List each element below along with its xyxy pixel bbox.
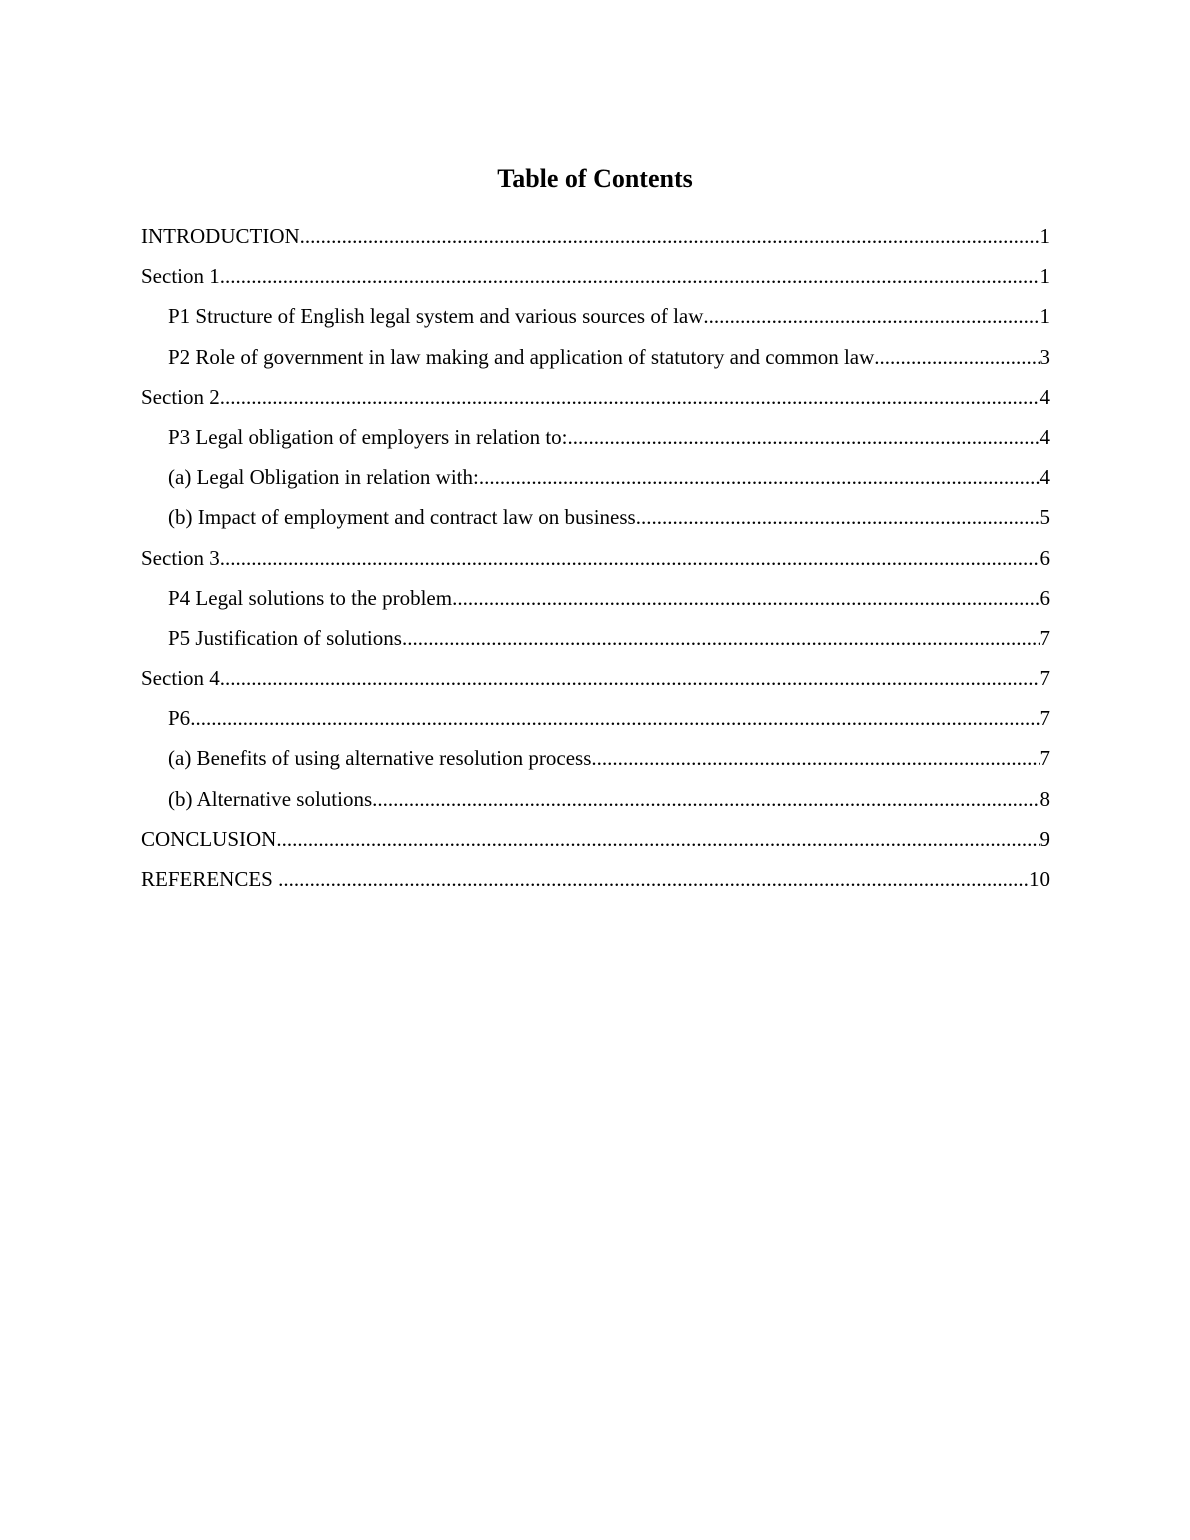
toc-page-number: 4	[1039, 424, 1050, 449]
toc-dot-leader	[703, 302, 1039, 330]
toc-entry-text: P5 Justification of solutions	[168, 625, 402, 650]
toc-entry-text: CONCLUSION	[141, 826, 277, 851]
toc-entry-section-3[interactable]	[141, 544, 1050, 584]
toc-page-number: 9	[1039, 826, 1050, 851]
toc-entry-p6-b[interactable]	[141, 785, 1050, 825]
toc-entry-p2[interactable]	[141, 343, 1050, 383]
toc-entry-text: Section 4	[141, 666, 220, 691]
toc-entry-text: P1 Structure of English legal system and various sources of law	[168, 304, 704, 329]
toc-entry-p3-b[interactable]	[141, 503, 1050, 543]
toc-title: Table of Contents	[497, 164, 693, 193]
toc-entry-conclusion[interactable]	[141, 825, 1050, 865]
toc-entry-text: (a) Benefits of using alternative resolution process	[168, 746, 592, 771]
toc-entry-p4[interactable]	[141, 584, 1050, 624]
toc-dot-leader	[220, 664, 1040, 692]
toc-entry-text: Section 2	[141, 384, 220, 409]
toc-dot-leader	[220, 262, 1040, 290]
toc-page-number: 6	[1039, 585, 1050, 610]
toc-dot-leader	[874, 343, 1039, 371]
toc-dot-leader	[568, 423, 1040, 451]
toc-entry-text: (a) Legal Obligation in relation with:	[168, 465, 479, 490]
toc-dot-leader	[220, 383, 1040, 411]
toc-entry-section-1[interactable]	[141, 262, 1050, 302]
toc-entry-text: (b) Alternative solutions	[168, 786, 373, 811]
toc-list	[141, 222, 1050, 905]
toc-entry-section-4[interactable]	[141, 664, 1050, 704]
toc-entry-p6-a[interactable]	[141, 744, 1050, 784]
toc-page-number: 4	[1039, 384, 1050, 409]
toc-page-number: 7	[1039, 706, 1050, 731]
toc-entry-p6[interactable]	[141, 704, 1050, 744]
toc-page-number: 3	[1039, 344, 1050, 369]
toc-entry-text: Section 1	[141, 264, 220, 289]
toc-dot-leader	[300, 222, 1040, 250]
toc-entry-p5[interactable]	[141, 624, 1050, 664]
toc-page-number: 7	[1039, 625, 1050, 650]
toc-entry-p3[interactable]	[141, 423, 1050, 463]
toc-entry-text: P3 Legal obligation of employers in relation to:	[168, 424, 568, 449]
toc-entry-p3-a[interactable]	[141, 463, 1050, 503]
toc-dot-leader	[278, 865, 1029, 893]
toc-entry-references[interactable]	[141, 865, 1050, 905]
toc-dot-leader	[190, 704, 1039, 732]
toc-dot-leader	[591, 744, 1039, 772]
toc-page-number: 10	[1029, 867, 1050, 891]
toc-entry-text: P4 Legal solutions to the problem	[168, 585, 453, 610]
toc-dot-leader	[452, 584, 1039, 612]
toc-dot-leader	[479, 463, 1040, 491]
toc-page-number: 4	[1039, 465, 1050, 490]
toc-entry-text: P2 Role of government in law making and application of statutory and common law	[168, 344, 875, 369]
toc-entry-text: (b) Impact of employment and contract law on business	[168, 505, 636, 530]
toc-dot-leader	[276, 825, 1039, 853]
toc-dot-leader	[636, 503, 1040, 531]
toc-dot-leader	[372, 785, 1039, 813]
toc-entry-text: P6	[168, 706, 191, 731]
toc-entry-p1[interactable]	[141, 302, 1050, 342]
toc-page-number: 1	[1039, 224, 1050, 248]
toc-dot-leader	[402, 624, 1040, 652]
toc-page-number: 5	[1039, 505, 1050, 530]
toc-page-number: 1	[1039, 264, 1050, 289]
toc-entry-text: REFERENCES	[141, 867, 279, 891]
toc-page-number: 6	[1039, 545, 1050, 570]
toc-entry-text: INTRODUCTION	[141, 224, 300, 248]
toc-entry-introduction[interactable]	[141, 222, 1050, 262]
toc-dot-leader	[220, 544, 1040, 572]
toc-entry-text: Section 3	[141, 545, 220, 570]
toc-entry-section-2[interactable]	[141, 383, 1050, 423]
toc-page-number: 7	[1039, 746, 1050, 771]
toc-page-number: 1	[1039, 304, 1050, 329]
toc-page-number: 7	[1039, 666, 1050, 691]
toc-page-number: 8	[1039, 786, 1050, 811]
